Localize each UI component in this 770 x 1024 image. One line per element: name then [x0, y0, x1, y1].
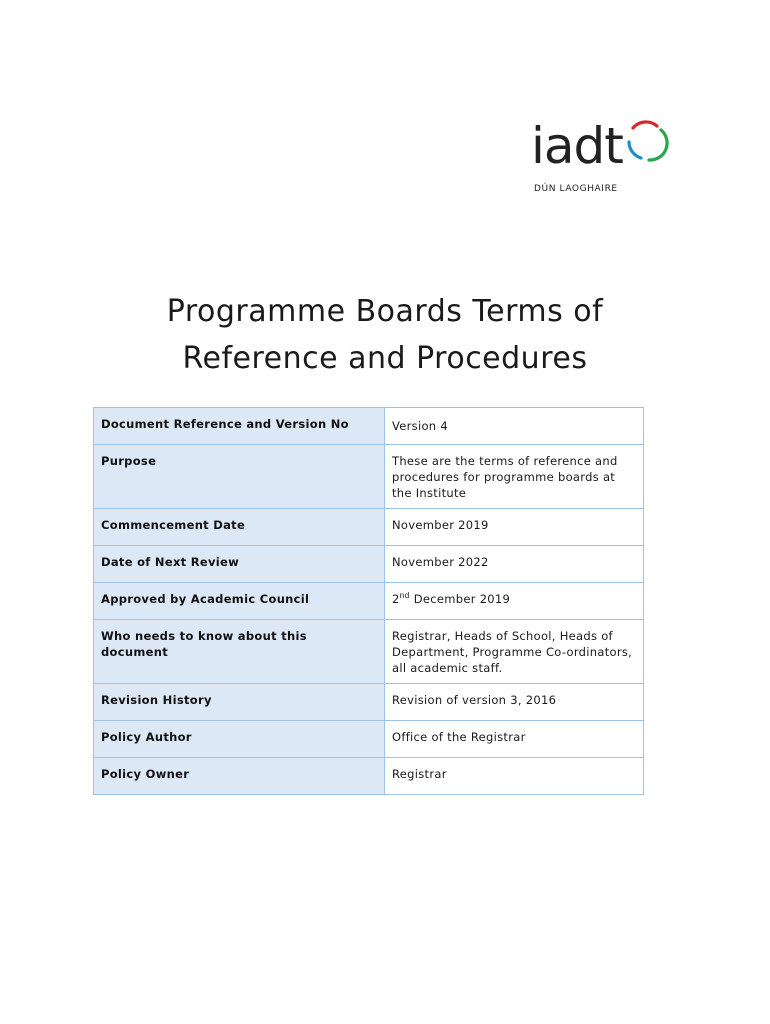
row-label: Revision History	[94, 684, 385, 721]
row-value: November 2019	[385, 509, 644, 546]
table-row	[94, 583, 644, 620]
row-label: Date of Next Review	[94, 546, 385, 583]
document-metadata-table	[93, 407, 644, 795]
iadt-logo	[531, 118, 676, 200]
table-row	[94, 546, 644, 583]
row-label: Who needs to know about this document	[94, 620, 385, 684]
row-label: Commencement Date	[94, 509, 385, 546]
logo-wordmark: iadt	[531, 117, 623, 175]
table-row	[94, 758, 644, 795]
row-value: Revision of version 3, 2016	[385, 684, 644, 721]
table-row	[94, 620, 644, 684]
row-value	[385, 583, 644, 620]
row-label: Purpose	[94, 445, 385, 509]
table-row	[94, 408, 644, 445]
table-row	[94, 509, 644, 546]
row-value: Office of the Registrar	[385, 721, 644, 758]
row-value	[385, 408, 644, 445]
row-value-text: Version 4	[392, 419, 448, 433]
row-label: Approved by Academic Council	[94, 583, 385, 620]
row-value: November 2022	[385, 546, 644, 583]
approval-day: 2	[392, 592, 400, 606]
logo-arc-mark-icon	[623, 120, 669, 166]
row-label: Policy Author	[94, 721, 385, 758]
row-label: Policy Owner	[94, 758, 385, 795]
row-value: Registrar, Heads of School, Heads of Department, Programme Co-ordinators, all academic staff.	[385, 620, 644, 684]
approval-day-suffix: nd	[399, 591, 410, 601]
table-row	[94, 445, 644, 509]
table-row	[94, 684, 644, 721]
row-label: Document Reference and Version No	[94, 408, 385, 445]
approval-month-year: December 2019	[409, 592, 511, 606]
document-title	[0, 288, 770, 382]
logo-subtitle: DÚN LAOGHAIRE	[534, 184, 618, 194]
table-row	[94, 721, 644, 758]
title-line-1: Programme Boards Terms of	[166, 294, 604, 329]
row-value: Registrar	[385, 758, 644, 795]
row-value: These are the terms of reference and procedures for programme boards at the Institute	[385, 445, 644, 509]
title-line-2: Reference and Procedures	[182, 341, 588, 376]
